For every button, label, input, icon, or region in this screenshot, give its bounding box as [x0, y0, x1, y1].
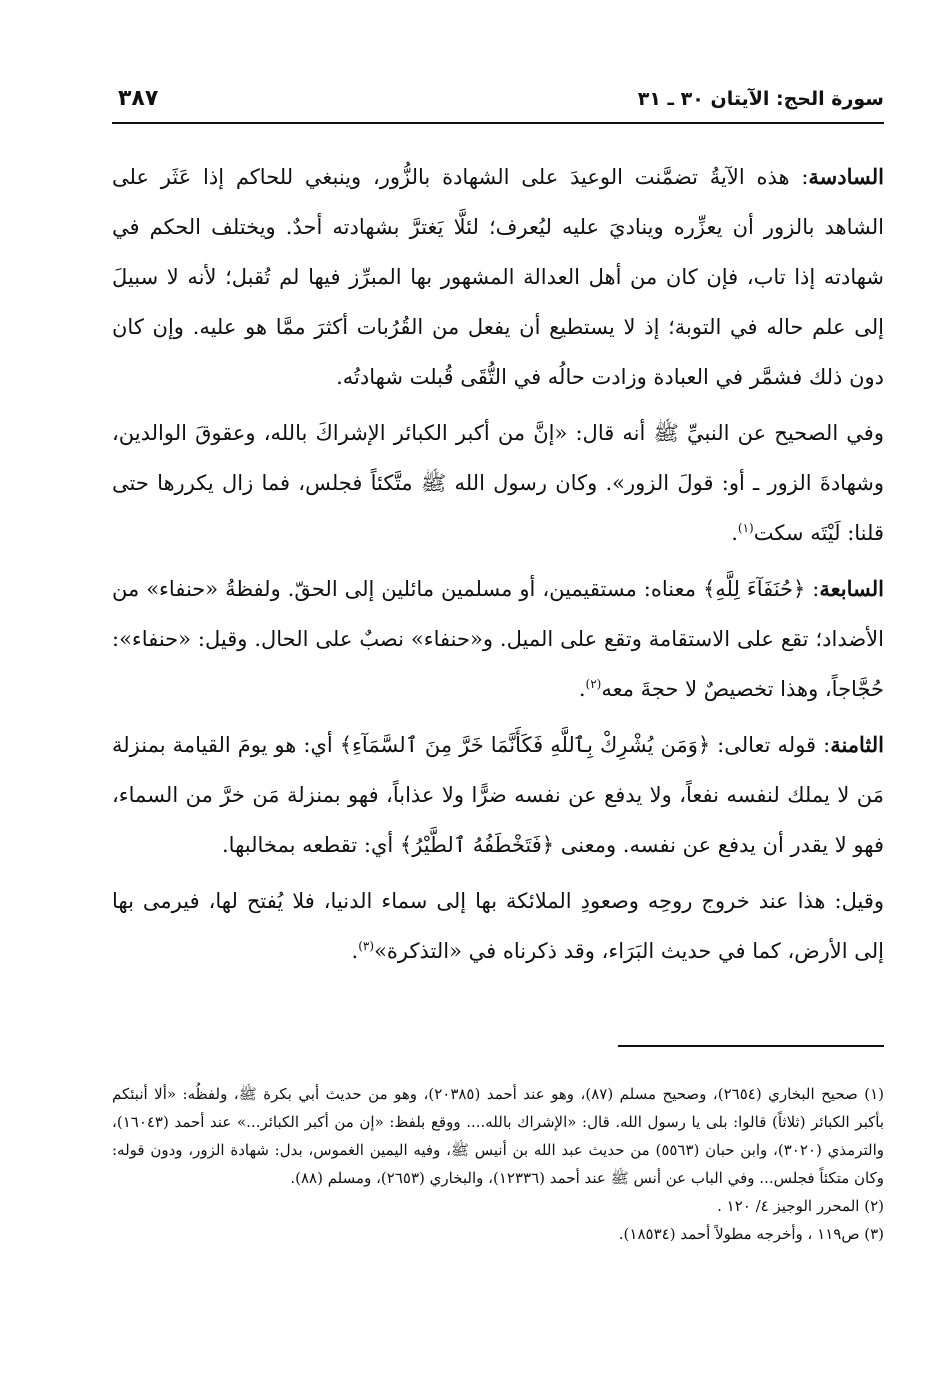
footnote-2: (٢) المحرر الوجيز ٤/ ١٢٠ . — [717, 1197, 884, 1215]
footnote-ref-3[interactable]: (٣) — [358, 939, 375, 953]
page-number: ٣٨٧ — [118, 86, 159, 111]
footnote-3: (٣) ص١١٩ ، وأخرجه مطولاً أحمد (١٨٥٣٤). — [618, 1225, 884, 1243]
paragraph-lead: الثامنة — [830, 732, 884, 757]
paragraph-lead: السابعة — [819, 576, 884, 601]
main-text — [112, 152, 884, 982]
running-header — [112, 82, 884, 124]
footnote-ref-2[interactable]: (٢) — [585, 677, 602, 691]
paragraph-text: : ﴿حُنَفَآءَ لِلَّهِ﴾ معناه: مستقيمين، أو مسلمين مائلين إلى الحقّ. ولفظةُ «حنفاء» من الأضداد؛ تقع على الاستقامة وتقع على الميل. و«حنفاء» نصبٌ على الحال. وقيل: «حنفاء»: حُجَّاجاً، وهذا تخصيصٌ لا حجةَ معه — [112, 577, 884, 701]
paragraph-eighth — [112, 720, 884, 870]
paragraph-text: : هذه الآيةُ تضمَّنت الوعيدَ على الشهادة بالزُّور، وينبغي للحاكم إذا عَثَر على الشاهد بالزور أن يعزِّره ويناديَ عليه ليُعرف؛ لئلَّا يَغترَّ بشهادته أحدٌ. ويختلف الحكم في شهادته إذا تاب، فإن كان من أهل العدالة المشهور بها المبرِّز فيها لم تُقبل؛ لأنه لا سبيلَ إلى علم حاله في التوبة؛ إذ لا يستطيع أن يفعل من القُرُبات أكثرَ ممَّا هو عليه. وإن كان دون ذلك فشمَّر في العبادة وزادت حالُه في التُّقَى قُبلت شهادتُه. — [112, 165, 884, 389]
paragraph-text: : قوله تعالى: ﴿وَمَن يُشْرِكْ بِٱللَّهِ فَكَأَنَّمَا خَرَّ مِنَ ٱلسَّمَآءِ﴾ أي: هو يومَ القيامة بمنزلة مَن لا يملك لنفسه نفعاً، ولا يدفع عن نفسه ضرًّا ولا عذاباً، فهو بمنزلة مَن خرَّ من السماء، فهو لا يقدر أن يدفع عن نفسه. ومعنى ﴿فَتَخْطَفُهُ ٱلطَّيْرُ﴾ أي: تقطعه بمخالبها. — [112, 733, 884, 857]
paragraph-closing: وقيل: هذا عند خروج روحِه وصعودِ الملائكة بها إلى سماء الدنيا، فلا يُفتح لها، فيرمى بها إلى الأرض، كما في حديث البَرَاء، وقد ذكرناه في «التذكرة»$^{(٣)}$. — [112, 889, 884, 963]
paragraph-lead: السادسة — [808, 164, 884, 189]
footnote-ref-1[interactable]: (١) — [737, 521, 754, 535]
header-divider — [112, 122, 884, 124]
paragraph-text: وفي الصحيح عن النبيِّ ﷺ أنه قال: «إنَّ من أكبر الكبائر الإشراكَ بالله، وعقوقَ الوالدين، وشهادةَ الزور ـ أو: قولَ الزور». وكان رسول الله ﷺ متَّكئاً فجلس، فما زال يكررها حتى قلنا: لَيْتَه سكت — [112, 421, 884, 545]
footnote-1: (١) صحيح البخاري (٢٦٥٤)، وصحيح مسلم (٨٧)، وهو عند أحمد (٢٠٣٨٥)، وهو من حديث أبي بكرة ﷺ، ولفظُه: «ألا أنبئكم بأكبر الكبائر (ثلاثاً) قالوا: بلى يا رسول الله. قال: «الإشراك بالله.... ووقع بلفظ: «إن من أكبر الكبائر...» عند أحمد (١٦٠٤٣)، والترمذي (٣٠٢٠)، وابن حبان (٥٥٦٣) من حديث عبد الله بن أنيس ﷺ، وفيه اليمين الغموس، بدل: شهادة الزور، ودون قوله: وكان متكئاً فجلس... وفي الباب عن أنس ﷺ عند أحمد (١٢٣٣٦)، والبخاري (٢٦٥٣)، ومسلم (٨٨). — [112, 1085, 885, 1187]
paragraph-seventh: السابعة: ﴿حُنَفَآءَ لِلَّهِ﴾ معناه: مستقيمين، أو مسلمين مائلين إلى الحقّ. ولفظةُ «حنفاء» من الأضداد؛ تقع على الاستقامة وتقع على الميل. و«حنفاء» نصبٌ على الحال. وقيل: «حنفاء»: حُجَّاجاً، وهذا تخصيصٌ لا حجةَ معه$^{(٢)}$. — [112, 576, 884, 701]
paragraph-hadith: وفي الصحيح عن النبيِّ ﷺ أنه قال: «إنَّ من أكبر الكبائر الإشراكَ بالله، وعقوقَ الوالدين، وشهادةَ الزور ـ أو: قولَ الزور». وكان رسول الله ﷺ متَّكئاً فجلس، فما زال يكررها حتى قلنا: لَيْتَه سكت$^{(١)}$. — [112, 421, 884, 545]
footnotes — [112, 1080, 884, 1248]
paragraph-text: وقيل: هذا عند خروج روحِه وصعودِ الملائكة بها إلى سماء الدنيا، فلا يُفتح لها، فيرمى بها إلى الأرض، كما في حديث البَرَاء، وقد ذكرناه في «التذكرة» — [112, 889, 884, 963]
header-title: سورة الحج: الآيتان ٣٠ ـ ٣١ — [637, 88, 884, 110]
footnote-divider — [618, 1045, 884, 1047]
paragraph-sixth — [112, 152, 884, 402]
